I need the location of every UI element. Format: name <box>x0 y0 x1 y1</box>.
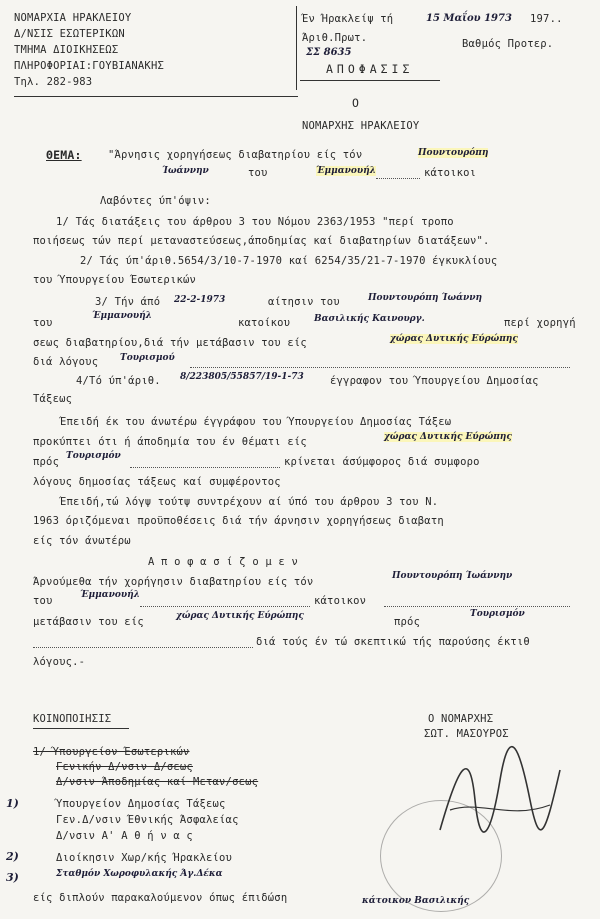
struck-recipient-3: Δ/νσιν Άποδημίας καί Μεταν/σεως <box>56 776 259 788</box>
marker-2: 2) <box>6 850 19 863</box>
decision-line5: λόγους.- <box>33 656 86 668</box>
recipient-4-fill: κάτοικον Βασιλικής <box>362 896 470 906</box>
signer-title: Ο ΝΟΜΑΡΧΗΣ <box>428 713 494 725</box>
subject-given-name: Ίωάννην <box>162 166 209 176</box>
struck-recipient-2: Γενικήν Δ/νσιν Δ/σεως <box>56 761 193 773</box>
para3-name: Πουντουρόπη Ίωάννη <box>368 293 483 303</box>
signature <box>420 740 570 850</box>
para5-towards: πρός <box>33 456 60 468</box>
year-suffix: 197.. <box>530 13 563 25</box>
recipient-4: είς διπλούν παρακαλούμενον όπως έπιδώση <box>33 892 288 904</box>
para5-line2: προκύπτει ότι ή άποδημία του έν θέματι είς <box>33 436 307 448</box>
para4-line2: Τάξεως <box>33 393 73 405</box>
recipient-1b: Γεν.Δ/νσιν Έθνικής Άσφαλείας <box>56 814 239 826</box>
para4-number: 8/223805/55857/19-1-73 <box>180 372 304 382</box>
having-seen: Λαβόντες ύπ'όψιν: <box>100 195 211 207</box>
header-line-phone: Τηλ. 282-983 <box>14 76 93 88</box>
notify-label: ΚΟΙΝΟΠΟΙΗΣΙΣ <box>33 713 112 725</box>
para5-reason: Τουρισμόν <box>66 451 121 461</box>
para2-line1: 2/ Τάς ύπ'άριθ.5654/3/10-7-1970 καί 6254/35/21-7-1970 έγκυκλίους <box>80 255 498 267</box>
subject-resident: κάτοικοι <box>424 167 477 179</box>
header-line-information: ΠΛΗΡΟΦΟΡΙΑΙ:ΓΟΥΒΙΑΝΑΚΗΣ <box>14 60 164 72</box>
decision-destination: χώρας Δυτικής Εύρώπης <box>176 611 304 621</box>
para3-line3: σεως διαβατηρίου,διά τήν μετάβασιν του είς <box>33 337 307 349</box>
signer-name: ΣΩΤ. ΜΑΣΟΥΡΟΣ <box>424 728 509 740</box>
protocol-label: Άριθ.Πρωτ. <box>302 32 368 44</box>
para6-line1: Έπειδή,τώ λόγψ τούτψ συντρέχουν αί ύπό του άρθρου 3 του Ν. <box>60 496 439 508</box>
recipient-2: Διοίκησιν Χωρ/κής Ήρακλείου <box>56 852 233 864</box>
para3-place: Βασιλικής Καινουργ. <box>314 314 425 324</box>
para3-resident: κατοίκου <box>238 317 291 329</box>
para5-destination: χώρας Δυτικής Εύρώπης <box>384 432 512 442</box>
para1-line2: ποιήσεως τών περί μεταναστεύσεως,άποδημίας καί διαβατηρίων διατάξεων". <box>33 235 490 247</box>
decision-resident: κάτοικον <box>314 595 367 607</box>
prefect-title: ΝΟΜΑΡΧΗΣ ΗΡΑΚΛΕΙΟΥ <box>302 120 420 132</box>
decision-travel: μετάβασιν του είς <box>33 616 144 628</box>
subject-text: "Άρνησις χορηγήσεως διαβατηρίου είς τόν <box>108 149 363 161</box>
decision-father: Έμμανουήλ <box>80 590 140 600</box>
header-line-directorate: Δ/ΝΣΙΣ ΕΣΩΤΕΡΙΚΩΝ <box>14 28 125 40</box>
decision-of: του <box>33 595 53 607</box>
para3-father: Έμμανουήλ <box>92 311 152 321</box>
para6-line2: 1963 όριζόμεναι προϋποθέσεις διά τήν άρνησιν χορηγήσεως διαβατη <box>33 515 444 527</box>
para3-date: 22-2-1973 <box>174 295 226 305</box>
decision-rule <box>300 80 440 81</box>
date-fill: 15 Μαΐου 1973 <box>426 13 512 24</box>
para4-end: έγγραφον του Ύπουργείου Δημοσίας <box>330 375 539 387</box>
decision-towards: πρός <box>394 616 421 628</box>
para3-reasons: διά λόγους <box>33 356 99 368</box>
para3-prefix: 3/ Τήν άπό <box>95 296 161 308</box>
para3-destination: χώρας Δυτικής Εύρώπης <box>390 334 518 344</box>
para3-of: του <box>33 317 53 329</box>
header-line-department: ΤΜΗΜΑ ΔΙΟΙΚΗΣΕΩΣ <box>14 44 119 56</box>
subject-father: Έμμανουήλ <box>316 166 376 176</box>
recipient-3: Σταθμόν Χωροφυλακής Άγ.Δέκα <box>56 869 223 879</box>
para3-reason: Τουρισμού <box>120 353 175 363</box>
para6-line3: είς τόν άνωτέρω <box>33 535 131 547</box>
header-line-prefecture: ΝΟΜΑΡΧΙΑ ΗΡΑΚΛΕΙΟΥ <box>14 12 132 24</box>
para4-prefix: 4/Τό ύπ'άριθ. <box>76 375 161 387</box>
subject-label: ΘΕΜΑ: <box>46 148 82 162</box>
recipient-1c: Δ/νσιν Α' Α θ ή ν α ς <box>56 830 193 842</box>
para2-line2: του Ύπουργείου Έσωτερικών <box>33 274 197 286</box>
para3-end: περί χορηγή <box>504 317 576 329</box>
place-date-label: Έν Ήρακλείψ τή <box>302 13 394 25</box>
para3-mid: αίτησιν του <box>268 296 340 308</box>
para5-line1: Έπειδή έκ του άνωτέρω έγγράφου του Ύπουργείου Δημοσίας Τάξεω <box>60 416 452 428</box>
decision-reason: Τουρισμόν <box>470 609 525 619</box>
para5-line4: λόγους δημοσίας τάξεως καί συμφέροντος <box>33 476 281 488</box>
decision-line1: Άρνούμεθα τήν χορήγησιν διαβατηρίου είς τόν <box>33 576 314 588</box>
recipient-1a: Ύπουργείον Δημοσίας Τάξεως <box>56 798 226 810</box>
decision-name: Πουντουρόπη Ίωάννην <box>392 571 513 581</box>
para5-judged: κρίνεται άσύμφορος διά συμφορο <box>284 456 480 468</box>
subject-surname: Πουντουρόπη <box>418 148 489 158</box>
decide-heading: Α π ο φ α σ ί ζ ο μ ε ν <box>148 556 298 568</box>
marker-1: 1) <box>6 797 19 810</box>
subject-of: του <box>248 167 268 179</box>
the-article: Ο <box>352 96 360 110</box>
para1-line1: 1/ Τάς διατάξεις του άρθρου 3 του Νόμου 2363/1953 "περί τροπο <box>56 216 454 228</box>
header-divider <box>296 6 297 90</box>
struck-recipient-1: 1/ Ύπουργείον Έσωτερικών <box>33 746 190 758</box>
marker-3: 3) <box>6 871 19 884</box>
decision-title: ΑΠΟΦΑΣΙΣ <box>326 62 414 76</box>
priority-label: Βαθμός Προτερ. <box>462 38 554 50</box>
protocol-number: ΣΣ 8635 <box>306 47 352 58</box>
header-rule <box>14 96 298 97</box>
decision-line4: διά τούς έν τώ σκεπτικώ τής παρούσης έκτιθ <box>256 636 530 648</box>
